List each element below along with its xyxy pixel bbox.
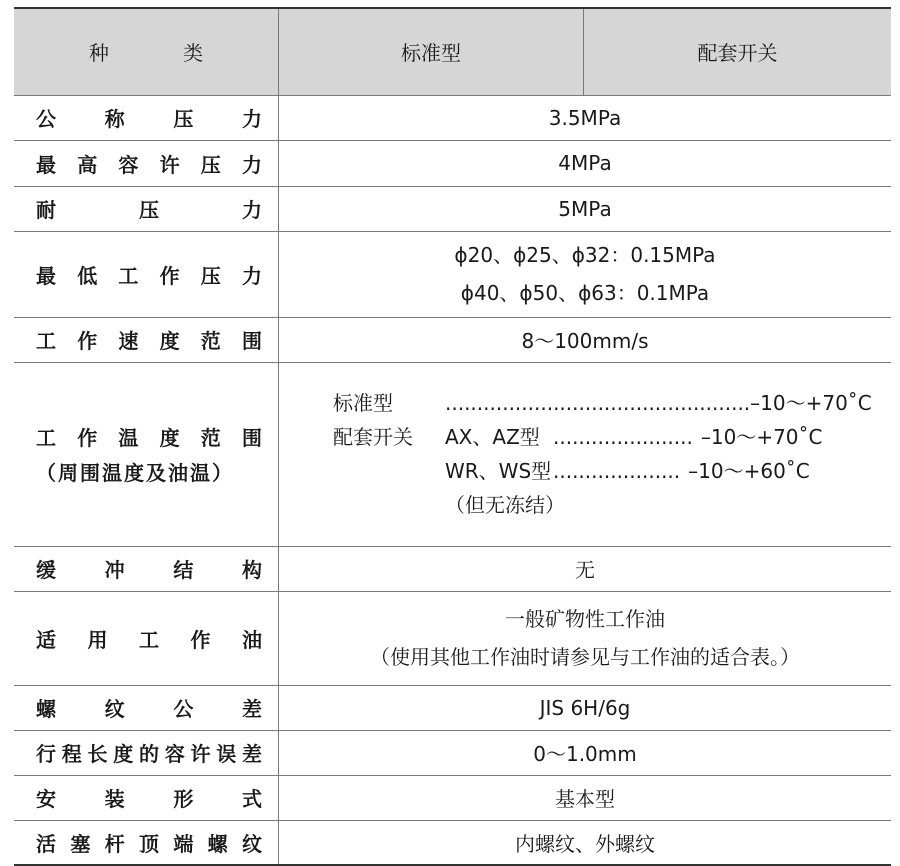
leader-dots: ................................................ — [445, 391, 751, 415]
header-row — [14, 8, 891, 95]
row-value: 4MPa — [558, 151, 612, 175]
label-char: 工 — [36, 426, 56, 450]
label-char: 作 — [159, 263, 180, 288]
label-char: 程 — [61, 742, 82, 766]
temp-wr-key: WR、WS型 — [445, 459, 552, 483]
row-label — [14, 260, 278, 289]
row-value: JIS 6H/6g — [539, 695, 631, 720]
row-cushion — [14, 546, 891, 591]
row-label — [14, 693, 278, 722]
row-sublabel: （周围温度及油温） — [36, 461, 234, 485]
row-min-working-pressure — [14, 231, 891, 317]
temp-switch-key: 配套开关 — [333, 425, 413, 449]
label-char: 螺 — [207, 831, 228, 856]
label-char: 塞 — [70, 831, 91, 856]
header-switch — [584, 8, 892, 95]
label-char: 的 — [139, 742, 159, 766]
label-char: 度 — [159, 329, 180, 353]
row-label — [36, 422, 262, 451]
row-label — [14, 554, 278, 583]
label-char: 最 — [36, 263, 56, 288]
label-char: 压 — [200, 152, 221, 177]
spec-table — [14, 7, 891, 866]
label-char: 差 — [241, 697, 262, 721]
row-value: 3.5MPa — [548, 105, 622, 130]
label-char: 压 — [200, 263, 221, 288]
label-char: 活 — [36, 831, 56, 856]
leader-dots: .................... — [553, 459, 681, 483]
label-char: 范 — [200, 426, 221, 450]
label-char: 力 — [241, 263, 262, 288]
label-char: 用 — [87, 627, 108, 652]
row-value: 内螺纹、外螺纹 — [515, 831, 655, 856]
row-label — [14, 149, 278, 178]
row-max-allowable-pressure — [14, 140, 891, 186]
row-applicable-oil — [14, 591, 891, 685]
row-label — [14, 624, 278, 653]
temperature-spec — [279, 386, 891, 522]
label-char: 力 — [241, 107, 262, 131]
label-char: 围 — [241, 329, 262, 353]
label-char: 作 — [77, 426, 98, 450]
label-char: 作 — [190, 627, 211, 652]
label-char: 公 — [36, 107, 56, 131]
temp-ax-key: AX、AZ型 — [445, 425, 540, 449]
header-type-label: 种 类 — [88, 41, 238, 66]
label-char: 装 — [104, 787, 125, 811]
row-rod-end-thread — [14, 820, 891, 865]
label-char: 油 — [242, 627, 262, 652]
temp-row-ax — [333, 420, 891, 454]
label-char: 构 — [241, 558, 262, 582]
label-char: 顶 — [138, 831, 159, 856]
label-char: 低 — [77, 263, 98, 288]
label-char: 许 — [190, 742, 211, 766]
row-label-multi — [14, 422, 278, 486]
label-char: 杆 — [104, 831, 125, 856]
row-value-line: ϕ40、ϕ50、ϕ63：0.1MPa — [460, 281, 710, 305]
row-working-temperature — [14, 362, 891, 546]
row-thread-tolerance — [14, 685, 891, 730]
label-char: 围 — [241, 426, 262, 450]
label-char: 作 — [77, 329, 98, 353]
label-char: 形 — [173, 787, 194, 811]
label-char: 称 — [104, 107, 125, 131]
label-char: 长 — [87, 742, 108, 766]
temp-ax-value: –10～+70˚C — [700, 425, 823, 449]
header-type — [14, 8, 279, 95]
row-value: 0～1.0mm — [533, 742, 637, 766]
row-working-speed — [14, 317, 891, 362]
row-value-line: ϕ20、ϕ25、ϕ32：0.15MPa — [454, 243, 716, 267]
label-char: 耐 — [36, 198, 56, 222]
label-char: 高 — [77, 152, 98, 177]
label-char: 温 — [118, 426, 139, 450]
label-char: 工 — [118, 263, 139, 288]
label-char: 缓 — [36, 558, 56, 582]
label-char: 度 — [113, 742, 134, 766]
label-char: 工 — [139, 627, 159, 652]
label-char: 压 — [173, 107, 194, 131]
temp-row-standard — [333, 386, 891, 420]
row-stroke-tolerance — [14, 730, 891, 775]
row-value: 基本型 — [555, 787, 615, 811]
row-label — [14, 194, 278, 223]
header-standard — [279, 8, 584, 95]
row-nominal-pressure — [14, 95, 891, 140]
label-char: 容 — [118, 152, 139, 177]
label-char: 安 — [36, 787, 56, 811]
row-value-line: 一般矿物性工作油 — [505, 607, 665, 631]
temp-standard-value: –10～+70˚C — [750, 391, 872, 415]
label-char: 适 — [36, 627, 56, 652]
row-label — [14, 103, 278, 132]
label-char: 式 — [241, 787, 262, 811]
header-standard-label: 标准型 — [401, 41, 461, 66]
label-char: 最 — [36, 152, 56, 177]
temp-standard-key: 标准型 — [333, 391, 393, 415]
label-char: 力 — [241, 152, 262, 177]
temp-note: （但无冻结） — [445, 493, 565, 517]
label-char: 螺 — [36, 697, 56, 721]
label-char: 结 — [173, 558, 194, 582]
row-proof-pressure — [14, 186, 891, 231]
temp-wr-value: –10～+60˚C — [688, 459, 810, 483]
label-char: 许 — [159, 152, 180, 177]
temp-row-note — [333, 488, 891, 522]
header-switch-label: 配套开关 — [697, 41, 778, 66]
label-char: 范 — [200, 329, 221, 353]
label-char: 端 — [173, 831, 194, 856]
label-char: 行 — [36, 742, 56, 766]
label-char: 纹 — [241, 831, 262, 856]
label-char: 力 — [242, 198, 262, 222]
label-char: 工 — [36, 329, 56, 353]
label-char: 压 — [139, 198, 159, 222]
temp-row-wr — [333, 454, 891, 488]
label-char: 容 — [164, 742, 185, 766]
label-char: 冲 — [104, 558, 125, 582]
row-value: 5MPa — [558, 196, 612, 221]
row-value: 无 — [575, 558, 595, 582]
leader-dots: ...................... — [553, 425, 693, 449]
label-char: 纹 — [104, 697, 125, 721]
row-label — [14, 325, 278, 354]
row-mounting — [14, 775, 891, 820]
label-char: 度 — [159, 426, 180, 450]
label-char: 公 — [173, 697, 194, 721]
row-label — [14, 738, 278, 767]
label-char: 差 — [242, 742, 262, 766]
row-value-line: （使用其他工作油时请参见与工作油的适合表。） — [370, 645, 800, 669]
row-label — [14, 828, 278, 857]
row-value: 8～100mm/s — [521, 329, 649, 353]
row-label — [14, 783, 278, 812]
label-char: 误 — [216, 742, 237, 766]
label-char: 速 — [118, 329, 139, 353]
